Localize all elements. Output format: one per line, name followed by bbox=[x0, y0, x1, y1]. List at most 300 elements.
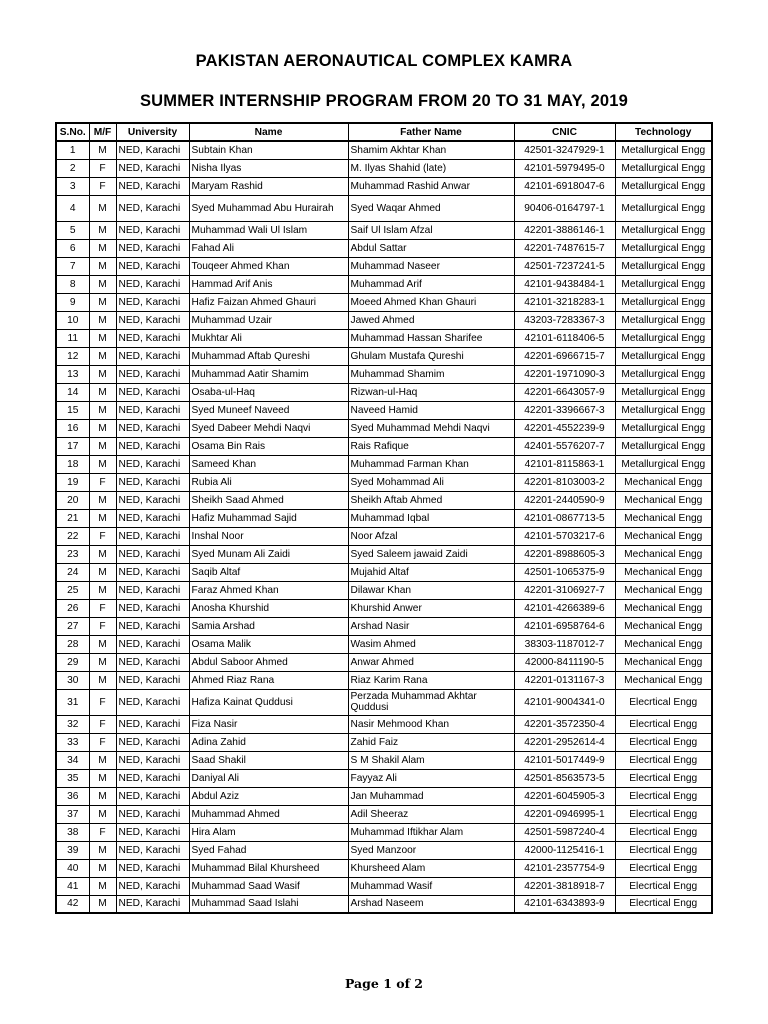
cell-student-name: Fiza Nasir bbox=[189, 715, 348, 733]
cell-student-name: Hafiza Kainat Quddusi bbox=[189, 689, 348, 715]
cell-cnic: 42101-9004341-0 bbox=[514, 689, 615, 715]
cell-student-name: Muhammad Uzair bbox=[189, 311, 348, 329]
header-father-name: Father Name bbox=[348, 123, 514, 141]
cell-student-name: Syed Dabeer Mehdi Naqvi bbox=[189, 419, 348, 437]
cell-technology: Elecrtical Engg bbox=[615, 895, 712, 913]
cell-student-name: Syed Fahad bbox=[189, 841, 348, 859]
cell-serial-number: 12 bbox=[56, 347, 89, 365]
cell-serial-number: 22 bbox=[56, 527, 89, 545]
cell-father-name: M. Ilyas Shahid (late) bbox=[348, 159, 514, 177]
cell-father-name: Rizwan-ul-Haq bbox=[348, 383, 514, 401]
cell-father-name: Jan Muhammad bbox=[348, 787, 514, 805]
cell-father-name: Rais Rafique bbox=[348, 437, 514, 455]
cell-student-name: Osama Bin Rais bbox=[189, 437, 348, 455]
cell-cnic: 42101-6118406-5 bbox=[514, 329, 615, 347]
cell-technology: Metallurgical Engg bbox=[615, 455, 712, 473]
cell-cnic: 42501-1065375-9 bbox=[514, 563, 615, 581]
cell-gender: M bbox=[89, 805, 116, 823]
table-body bbox=[56, 141, 712, 913]
internship-table bbox=[55, 122, 713, 914]
cell-university: NED, Karachi bbox=[116, 347, 189, 365]
table-row bbox=[56, 751, 712, 769]
cell-cnic: 42201-6966715-7 bbox=[514, 347, 615, 365]
table-row bbox=[56, 239, 712, 257]
cell-serial-number: 14 bbox=[56, 383, 89, 401]
cell-gender: M bbox=[89, 455, 116, 473]
cell-serial-number: 5 bbox=[56, 221, 89, 239]
cell-university: NED, Karachi bbox=[116, 617, 189, 635]
cell-father-name: S M Shakil Alam bbox=[348, 751, 514, 769]
cell-university: NED, Karachi bbox=[116, 311, 189, 329]
cell-technology: Metallurgical Engg bbox=[615, 419, 712, 437]
cell-technology: Metallurgical Engg bbox=[615, 195, 712, 221]
header-technology: Technology bbox=[615, 123, 712, 141]
cell-technology: Elecrtical Engg bbox=[615, 715, 712, 733]
cell-gender: F bbox=[89, 733, 116, 751]
cell-university: NED, Karachi bbox=[116, 401, 189, 419]
cell-father-name: Sheikh Aftab Ahmed bbox=[348, 491, 514, 509]
cell-technology: Elecrtical Engg bbox=[615, 787, 712, 805]
table-row bbox=[56, 383, 712, 401]
cell-technology: Elecrtical Engg bbox=[615, 733, 712, 751]
header-name: Name bbox=[189, 123, 348, 141]
cell-technology: Metallurgical Engg bbox=[615, 177, 712, 195]
table-row bbox=[56, 419, 712, 437]
cell-cnic: 42201-0946995-1 bbox=[514, 805, 615, 823]
cell-gender: M bbox=[89, 293, 116, 311]
cell-university: NED, Karachi bbox=[116, 509, 189, 527]
cell-technology: Mechanical Engg bbox=[615, 563, 712, 581]
table-row bbox=[56, 895, 712, 913]
cell-cnic: 42201-3818918-7 bbox=[514, 877, 615, 895]
cell-gender: M bbox=[89, 419, 116, 437]
cell-technology: Mechanical Engg bbox=[615, 527, 712, 545]
table-row bbox=[56, 311, 712, 329]
cell-technology: Elecrtical Engg bbox=[615, 689, 712, 715]
cell-gender: M bbox=[89, 877, 116, 895]
cell-father-name: Abdul Sattar bbox=[348, 239, 514, 257]
cell-serial-number: 17 bbox=[56, 437, 89, 455]
cell-serial-number: 34 bbox=[56, 751, 89, 769]
cell-student-name: Mukhtar Ali bbox=[189, 329, 348, 347]
cell-student-name: Abdul Aziz bbox=[189, 787, 348, 805]
cell-father-name: Syed Manzoor bbox=[348, 841, 514, 859]
cell-serial-number: 10 bbox=[56, 311, 89, 329]
cell-technology: Metallurgical Engg bbox=[615, 293, 712, 311]
cell-serial-number: 15 bbox=[56, 401, 89, 419]
table-row bbox=[56, 563, 712, 581]
cell-gender: M bbox=[89, 221, 116, 239]
cell-serial-number: 38 bbox=[56, 823, 89, 841]
cell-cnic: 42501-5987240-4 bbox=[514, 823, 615, 841]
table-row bbox=[56, 689, 712, 715]
header-cnic: CNIC bbox=[514, 123, 615, 141]
cell-cnic: 42101-5979495-0 bbox=[514, 159, 615, 177]
cell-technology: Elecrtical Engg bbox=[615, 877, 712, 895]
cell-university: NED, Karachi bbox=[116, 195, 189, 221]
cell-university: NED, Karachi bbox=[116, 437, 189, 455]
table-row bbox=[56, 473, 712, 491]
cell-serial-number: 21 bbox=[56, 509, 89, 527]
cell-technology: Mechanical Engg bbox=[615, 653, 712, 671]
cell-technology: Mechanical Engg bbox=[615, 617, 712, 635]
cell-serial-number: 11 bbox=[56, 329, 89, 347]
cell-university: NED, Karachi bbox=[116, 275, 189, 293]
cell-cnic: 42201-3106927-7 bbox=[514, 581, 615, 599]
cell-father-name: Arshad Nasir bbox=[348, 617, 514, 635]
cell-university: NED, Karachi bbox=[116, 545, 189, 563]
table-row bbox=[56, 455, 712, 473]
cell-father-name: Adil Sheeraz bbox=[348, 805, 514, 823]
cell-university: NED, Karachi bbox=[116, 751, 189, 769]
table-row bbox=[56, 671, 712, 689]
cell-university: NED, Karachi bbox=[116, 805, 189, 823]
cell-serial-number: 35 bbox=[56, 769, 89, 787]
cell-gender: M bbox=[89, 401, 116, 419]
cell-serial-number: 33 bbox=[56, 733, 89, 751]
cell-gender: F bbox=[89, 617, 116, 635]
cell-student-name: Subtain Khan bbox=[189, 141, 348, 159]
cell-gender: M bbox=[89, 437, 116, 455]
cell-university: NED, Karachi bbox=[116, 653, 189, 671]
cell-gender: M bbox=[89, 563, 116, 581]
cell-university: NED, Karachi bbox=[116, 841, 189, 859]
cell-serial-number: 40 bbox=[56, 859, 89, 877]
cell-serial-number: 7 bbox=[56, 257, 89, 275]
cell-university: NED, Karachi bbox=[116, 141, 189, 159]
table-row bbox=[56, 257, 712, 275]
cell-technology: Mechanical Engg bbox=[615, 671, 712, 689]
cell-technology: Metallurgical Engg bbox=[615, 275, 712, 293]
cell-student-name: Adina Zahid bbox=[189, 733, 348, 751]
table-row bbox=[56, 581, 712, 599]
cell-father-name: Ghulam Mustafa Qureshi bbox=[348, 347, 514, 365]
cell-university: NED, Karachi bbox=[116, 715, 189, 733]
header-university: University bbox=[116, 123, 189, 141]
cell-cnic: 42201-4552239-9 bbox=[514, 419, 615, 437]
header-sno: S.No. bbox=[56, 123, 89, 141]
cell-father-name: Muhammad Shamim bbox=[348, 365, 514, 383]
cell-university: NED, Karachi bbox=[116, 177, 189, 195]
table-row bbox=[56, 653, 712, 671]
cell-father-name: Dilawar Khan bbox=[348, 581, 514, 599]
cell-university: NED, Karachi bbox=[116, 473, 189, 491]
cell-father-name: Wasim Ahmed bbox=[348, 635, 514, 653]
cell-cnic: 42000-1125416-1 bbox=[514, 841, 615, 859]
cell-technology: Elecrtical Engg bbox=[615, 751, 712, 769]
table-row bbox=[56, 509, 712, 527]
cell-gender: M bbox=[89, 257, 116, 275]
cell-cnic: 42201-6643057-9 bbox=[514, 383, 615, 401]
cell-gender: F bbox=[89, 159, 116, 177]
cell-gender: F bbox=[89, 599, 116, 617]
cell-student-name: Sameed Khan bbox=[189, 455, 348, 473]
cell-technology: Metallurgical Engg bbox=[615, 159, 712, 177]
cell-technology: Elecrtical Engg bbox=[615, 769, 712, 787]
cell-cnic: 42201-0131167-3 bbox=[514, 671, 615, 689]
cell-serial-number: 39 bbox=[56, 841, 89, 859]
cell-cnic: 42201-3886146-1 bbox=[514, 221, 615, 239]
cell-student-name: Daniyal Ali bbox=[189, 769, 348, 787]
table-header-row bbox=[56, 123, 712, 141]
table-row bbox=[56, 329, 712, 347]
cell-technology: Elecrtical Engg bbox=[615, 841, 712, 859]
cell-cnic: 42201-8103003-2 bbox=[514, 473, 615, 491]
table-row bbox=[56, 841, 712, 859]
cell-serial-number: 30 bbox=[56, 671, 89, 689]
cell-university: NED, Karachi bbox=[116, 221, 189, 239]
cell-serial-number: 6 bbox=[56, 239, 89, 257]
cell-university: NED, Karachi bbox=[116, 823, 189, 841]
document-title: PAKISTAN AERONAUTICAL COMPLEX KAMRA bbox=[195, 52, 573, 70]
cell-gender: M bbox=[89, 365, 116, 383]
cell-gender: M bbox=[89, 239, 116, 257]
table-row bbox=[56, 437, 712, 455]
cell-cnic: 42101-3218283-1 bbox=[514, 293, 615, 311]
cell-father-name: Syed Waqar Ahmed bbox=[348, 195, 514, 221]
cell-cnic: 42101-6918047-6 bbox=[514, 177, 615, 195]
cell-technology: Mechanical Engg bbox=[615, 599, 712, 617]
table-row bbox=[56, 877, 712, 895]
cell-cnic: 42501-8563573-5 bbox=[514, 769, 615, 787]
cell-cnic: 42201-2440590-9 bbox=[514, 491, 615, 509]
cell-student-name: Saqib Altaf bbox=[189, 563, 348, 581]
cell-father-name: Moeed Ahmed Khan Ghauri bbox=[348, 293, 514, 311]
cell-father-name: Saif Ul Islam Afzal bbox=[348, 221, 514, 239]
cell-gender: M bbox=[89, 581, 116, 599]
cell-technology: Metallurgical Engg bbox=[615, 329, 712, 347]
table-row bbox=[56, 347, 712, 365]
table-row bbox=[56, 159, 712, 177]
cell-father-name: Muhammad Wasif bbox=[348, 877, 514, 895]
cell-gender: M bbox=[89, 347, 116, 365]
cell-gender: M bbox=[89, 653, 116, 671]
cell-cnic: 42101-0867713-5 bbox=[514, 509, 615, 527]
cell-father-name: Muhammad Rashid Anwar bbox=[348, 177, 514, 195]
cell-university: NED, Karachi bbox=[116, 733, 189, 751]
table-row bbox=[56, 733, 712, 751]
cell-student-name: Samia Arshad bbox=[189, 617, 348, 635]
cell-father-name: Muhammad Naseer bbox=[348, 257, 514, 275]
cell-student-name: Fahad Ali bbox=[189, 239, 348, 257]
cell-technology: Elecrtical Engg bbox=[615, 805, 712, 823]
cell-student-name: Muhammad Saad Wasif bbox=[189, 877, 348, 895]
cell-cnic: 42000-8411190-5 bbox=[514, 653, 615, 671]
table-row bbox=[56, 221, 712, 239]
cell-gender: M bbox=[89, 671, 116, 689]
cell-technology: Elecrtical Engg bbox=[615, 823, 712, 841]
cell-cnic: 43203-7283367-3 bbox=[514, 311, 615, 329]
cell-father-name: Riaz Karim Rana bbox=[348, 671, 514, 689]
cell-technology: Mechanical Engg bbox=[615, 545, 712, 563]
table-row bbox=[56, 491, 712, 509]
cell-serial-number: 4 bbox=[56, 195, 89, 221]
table-row bbox=[56, 805, 712, 823]
table-row bbox=[56, 599, 712, 617]
table-row bbox=[56, 293, 712, 311]
cell-student-name: Muhammad Aftab Qureshi bbox=[189, 347, 348, 365]
cell-student-name: Abdul Saboor Ahmed bbox=[189, 653, 348, 671]
cell-university: NED, Karachi bbox=[116, 293, 189, 311]
cell-student-name: Inshal Noor bbox=[189, 527, 348, 545]
cell-cnic: 42101-2357754-9 bbox=[514, 859, 615, 877]
cell-serial-number: 28 bbox=[56, 635, 89, 653]
cell-serial-number: 1 bbox=[56, 141, 89, 159]
cell-cnic: 42101-4266389-6 bbox=[514, 599, 615, 617]
cell-gender: F bbox=[89, 823, 116, 841]
table-row bbox=[56, 823, 712, 841]
cell-technology: Mechanical Engg bbox=[615, 635, 712, 653]
cell-gender: M bbox=[89, 491, 116, 509]
cell-serial-number: 16 bbox=[56, 419, 89, 437]
cell-gender: M bbox=[89, 769, 116, 787]
cell-serial-number: 27 bbox=[56, 617, 89, 635]
cell-cnic: 42101-6343893-9 bbox=[514, 895, 615, 913]
cell-technology: Metallurgical Engg bbox=[615, 365, 712, 383]
cell-cnic: 42101-5017449-9 bbox=[514, 751, 615, 769]
cell-gender: M bbox=[89, 859, 116, 877]
cell-cnic: 42201-6045905-3 bbox=[514, 787, 615, 805]
header-gender: M/F bbox=[89, 123, 116, 141]
cell-father-name: Muhammad Iqbal bbox=[348, 509, 514, 527]
cell-student-name: Hafiz Muhammad Sajid bbox=[189, 509, 348, 527]
table-row bbox=[56, 275, 712, 293]
cell-serial-number: 19 bbox=[56, 473, 89, 491]
cell-student-name: Osaba-ul-Haq bbox=[189, 383, 348, 401]
cell-cnic: 38303-1187012-7 bbox=[514, 635, 615, 653]
cell-cnic: 42401-5576207-7 bbox=[514, 437, 615, 455]
cell-father-name: Fayyaz Ali bbox=[348, 769, 514, 787]
cell-university: NED, Karachi bbox=[116, 787, 189, 805]
cell-university: NED, Karachi bbox=[116, 257, 189, 275]
cell-gender: M bbox=[89, 383, 116, 401]
cell-technology: Metallurgical Engg bbox=[615, 141, 712, 159]
cell-student-name: Hafiz Faizan Ahmed Ghauri bbox=[189, 293, 348, 311]
cell-university: NED, Karachi bbox=[116, 563, 189, 581]
cell-university: NED, Karachi bbox=[116, 671, 189, 689]
cell-serial-number: 24 bbox=[56, 563, 89, 581]
cell-student-name: Nisha Ilyas bbox=[189, 159, 348, 177]
cell-serial-number: 36 bbox=[56, 787, 89, 805]
cell-serial-number: 3 bbox=[56, 177, 89, 195]
cell-student-name: Hira Alam bbox=[189, 823, 348, 841]
cell-university: NED, Karachi bbox=[116, 877, 189, 895]
cell-serial-number: 20 bbox=[56, 491, 89, 509]
cell-technology: Mechanical Engg bbox=[615, 581, 712, 599]
cell-university: NED, Karachi bbox=[116, 527, 189, 545]
cell-cnic: 42201-3572350-4 bbox=[514, 715, 615, 733]
cell-cnic: 42101-8115863-1 bbox=[514, 455, 615, 473]
cell-university: NED, Karachi bbox=[116, 383, 189, 401]
cell-father-name: Perzada Muhammad Akhtar Quddusi bbox=[348, 689, 514, 715]
table-row bbox=[56, 617, 712, 635]
cell-student-name: Syed Munam Ali Zaidi bbox=[189, 545, 348, 563]
cell-student-name: Muhammad Bilal Khursheed bbox=[189, 859, 348, 877]
cell-university: NED, Karachi bbox=[116, 689, 189, 715]
cell-university: NED, Karachi bbox=[116, 635, 189, 653]
cell-technology: Metallurgical Engg bbox=[615, 401, 712, 419]
cell-cnic: 42101-5703217-6 bbox=[514, 527, 615, 545]
cell-technology: Mechanical Engg bbox=[615, 491, 712, 509]
cell-university: NED, Karachi bbox=[116, 491, 189, 509]
cell-father-name: Khurshid Anwer bbox=[348, 599, 514, 617]
cell-student-name: Muhammad Ahmed bbox=[189, 805, 348, 823]
cell-father-name: Muhammad Iftikhar Alam bbox=[348, 823, 514, 841]
table-row bbox=[56, 177, 712, 195]
cell-cnic: 42101-6958764-6 bbox=[514, 617, 615, 635]
cell-serial-number: 31 bbox=[56, 689, 89, 715]
cell-father-name: Noor Afzal bbox=[348, 527, 514, 545]
cell-father-name: Mujahid Altaf bbox=[348, 563, 514, 581]
cell-gender: M bbox=[89, 545, 116, 563]
cell-serial-number: 18 bbox=[56, 455, 89, 473]
cell-student-name: Touqeer Ahmed Khan bbox=[189, 257, 348, 275]
cell-technology: Mechanical Engg bbox=[615, 473, 712, 491]
cell-gender: M bbox=[89, 141, 116, 159]
cell-technology: Metallurgical Engg bbox=[615, 257, 712, 275]
cell-father-name: Naveed Hamid bbox=[348, 401, 514, 419]
table-row bbox=[56, 365, 712, 383]
cell-technology: Metallurgical Engg bbox=[615, 221, 712, 239]
cell-university: NED, Karachi bbox=[116, 895, 189, 913]
cell-university: NED, Karachi bbox=[116, 365, 189, 383]
table-row bbox=[56, 195, 712, 221]
cell-gender: M bbox=[89, 311, 116, 329]
cell-cnic: 42501-3247929-1 bbox=[514, 141, 615, 159]
cell-gender: M bbox=[89, 635, 116, 653]
table-row bbox=[56, 141, 712, 159]
cell-university: NED, Karachi bbox=[116, 329, 189, 347]
cell-student-name: Sheikh Saad Ahmed bbox=[189, 491, 348, 509]
cell-cnic: 42201-2952614-4 bbox=[514, 733, 615, 751]
cell-gender: M bbox=[89, 509, 116, 527]
cell-serial-number: 41 bbox=[56, 877, 89, 895]
cell-student-name: Muhammad Saad Islahi bbox=[189, 895, 348, 913]
cell-student-name: Syed Muneef Naveed bbox=[189, 401, 348, 419]
cell-student-name: Osama Malik bbox=[189, 635, 348, 653]
cell-father-name: Muhammad Arif bbox=[348, 275, 514, 293]
document-subtitle: SUMMER INTERNSHIP PROGRAM FROM 20 TO 31 MAY, 2019 bbox=[139, 92, 629, 110]
cell-serial-number: 29 bbox=[56, 653, 89, 671]
cell-gender: F bbox=[89, 177, 116, 195]
cell-father-name: Arshad Naseem bbox=[348, 895, 514, 913]
cell-student-name: Saad Shakil bbox=[189, 751, 348, 769]
table-row bbox=[56, 401, 712, 419]
page-number: Page 1 of 2 bbox=[344, 976, 424, 991]
cell-father-name: Shamim Akhtar Khan bbox=[348, 141, 514, 159]
cell-serial-number: 2 bbox=[56, 159, 89, 177]
cell-father-name: Khursheed Alam bbox=[348, 859, 514, 877]
cell-father-name: Muhammad Hassan Sharifee bbox=[348, 329, 514, 347]
cell-university: NED, Karachi bbox=[116, 859, 189, 877]
cell-gender: M bbox=[89, 751, 116, 769]
cell-technology: Metallurgical Engg bbox=[615, 311, 712, 329]
cell-serial-number: 25 bbox=[56, 581, 89, 599]
cell-gender: M bbox=[89, 841, 116, 859]
cell-technology: Metallurgical Engg bbox=[615, 437, 712, 455]
cell-gender: F bbox=[89, 527, 116, 545]
cell-serial-number: 13 bbox=[56, 365, 89, 383]
cell-technology: Metallurgical Engg bbox=[615, 347, 712, 365]
cell-gender: F bbox=[89, 473, 116, 491]
cell-university: NED, Karachi bbox=[116, 239, 189, 257]
cell-university: NED, Karachi bbox=[116, 159, 189, 177]
cell-technology: Mechanical Engg bbox=[615, 509, 712, 527]
cell-student-name: Anosha Khurshid bbox=[189, 599, 348, 617]
table-row bbox=[56, 545, 712, 563]
cell-gender: M bbox=[89, 275, 116, 293]
cell-gender: F bbox=[89, 689, 116, 715]
